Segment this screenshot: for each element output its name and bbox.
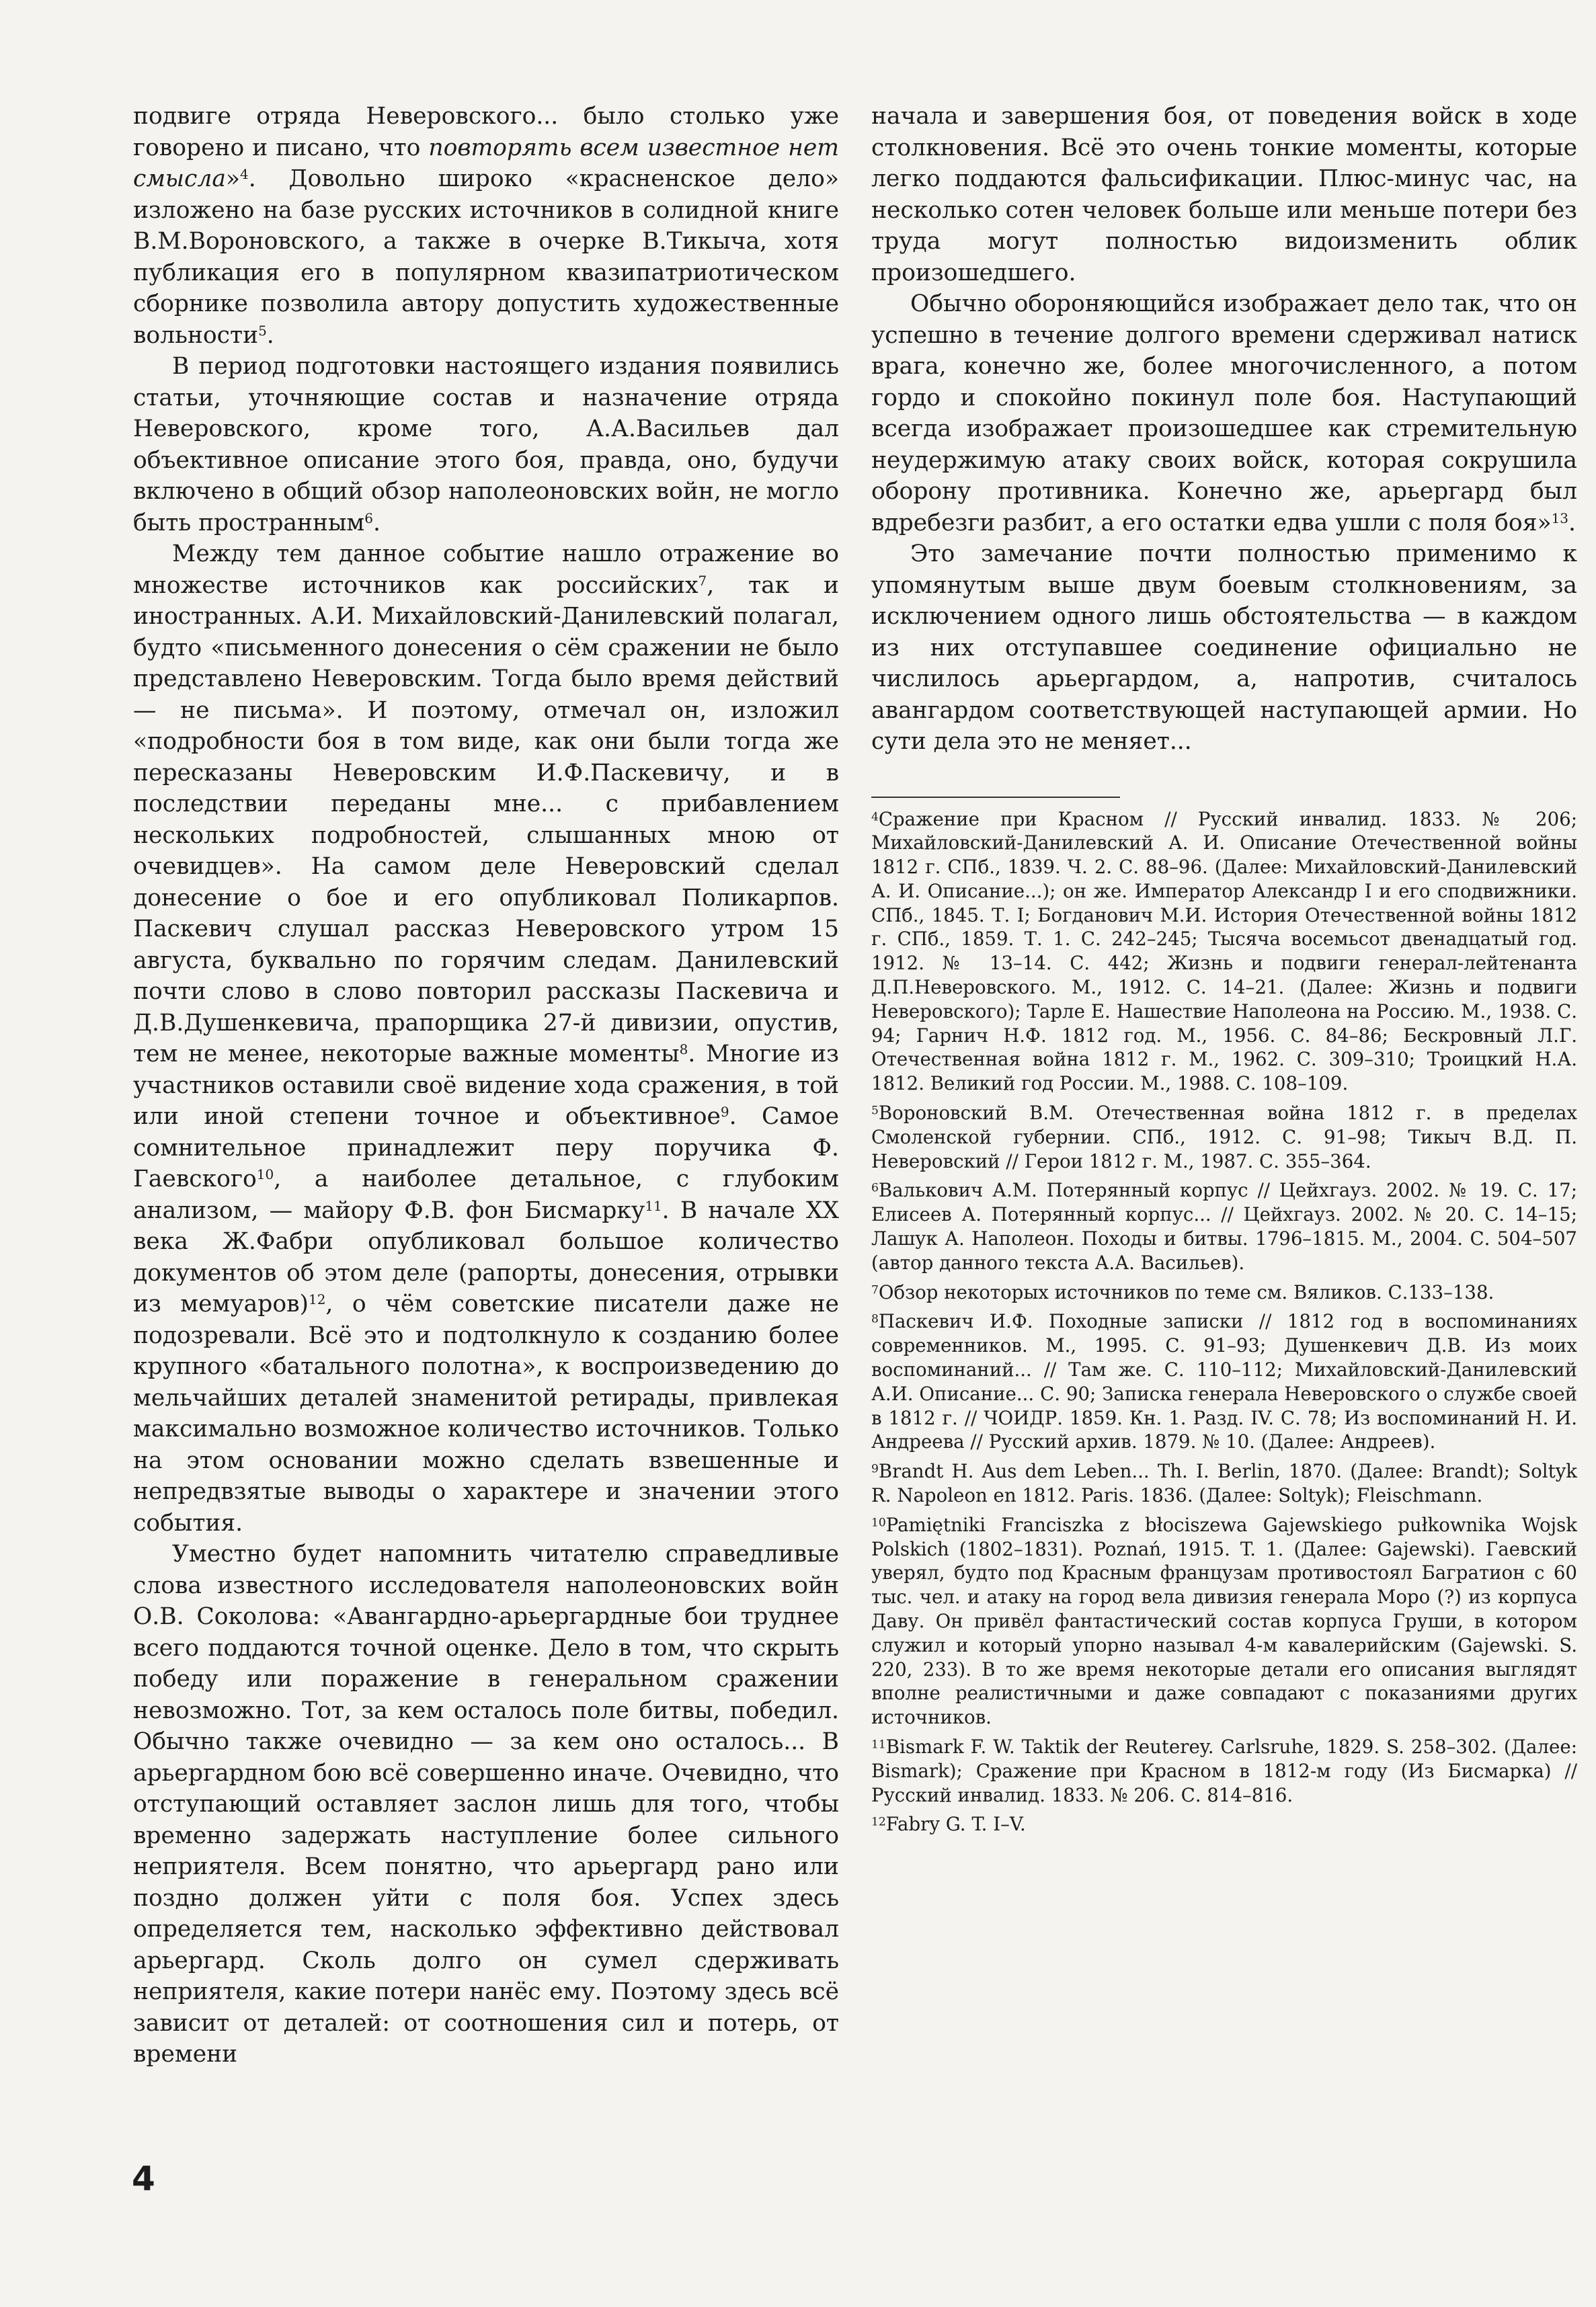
paragraph: начала и завершения боя, от поведения войск в ходе столкновения. Всё это очень тонкие моменты, которые легко поддаются фальсификации. Плюс-минус час, на несколько сотен человек больше или меньше потери без труда могут полностью видоизменить облик произошедшего. bbox=[871, 103, 1577, 286]
footnote: $^7$Обзор некоторых источников по теме см. Вяликов. С.133–138. bbox=[871, 1281, 1494, 1303]
paragraph: Обычно обороняющийся изображает дело так, что он успешно в течение долгого времени сдерживал натиск врага, конечно же, более многочисленного, а потом гордо и спокойно покинул поле боя. Наступающий всегда изображает произошедшее как стремительную неудержимую атаку своих войск, которая сокрушила оборону противника. Конечно же, арьергард был вдребезги разбит, а его остатки едва ушли с поля боя»$^{13}$. bbox=[871, 290, 1577, 536]
footnote-divider bbox=[871, 797, 1120, 798]
footnote-ref[interactable]: 11 bbox=[645, 1197, 662, 1214]
footnote: $^6$Валькович А.М. Потерянный корпус // Цейхгауз. 2002. № 19. С. 17; Елисеев А. Потерянный корпус... // Цейхгауз. 2002. № 20. С. 14–15; Лашук А. Наполеон. Походы и битвы. 1796–1815. М., 2004. С. 504–507 (автор данного текста А.А. Васильев). bbox=[871, 1179, 1577, 1274]
footnote-ref[interactable]: 13 bbox=[1551, 510, 1569, 526]
footnote: $^5$Вороновский В.М. Отечественная война 1812 г. в пределах Смоленской губернии. СПб., 1912. С. 91–98; Тикыч В.Д. П. Неверовский // Герои 1812 г. М., 1987. С. 355–364. bbox=[871, 1102, 1577, 1172]
footnote-ref[interactable]: 7 bbox=[698, 572, 707, 589]
page-number: 4 bbox=[132, 2159, 155, 2198]
left-column bbox=[133, 101, 839, 2070]
paragraph: Это замечание почти полностью применимо к упомянутым выше двум боевым столкновениям, за исключением одного лишь обстоятельства — в каждом из них отступавшее соединение официально не числилось арьергардом, а, напротив, считалось авангардом соответствующей наступающей армии. Но сути дела это не меняет... bbox=[871, 540, 1577, 755]
paragraph: Между тем данное событие нашло отражение во множестве источников как российских$^7$, так и иностранных. А.И. Михайловский-Данилевский полагал, будто «письменного донесения о сём сражении не было представлено Неверовским. Тогда было время действий — не письма». И поэтому, отмечал он, изложил «подробности боя в том виде, как они были тогда же пересказаны Неверовским И.Ф.Паскевичу, и в последствии переданы мне... с прибавлением нескольких подробностей, слышанных мною от очевидцев». На самом деле Неверовский сделал донесение о бое и его опубликовал Поликарпов. Паскевич слушал рассказ Неверовского утром 15 августа, буквально по горячим следам. Данилевский почти слово в слово повторил рассказы Паскевича и Д.В.Душенкевича, прапорщика 27-й дивизии, опустив, тем не менее, некоторые важные моменты$^8$. Многие из участников оставили своё видение хода сражения, в той или иной степени точное и объективное$^9$. Самое сомнительное принадлежит перу поручика Ф. Гаевского$^{10}$, а наиболее детальное, с глубоким анализом, — майору Ф.В. фон Бисмарку$^{11}$. В начале XX века Ж.Фабри опубликовал большое количество документов об этом деле (рапорты, донесения, отрывки из мемуаров)$^{12}$, о чём советские писатели даже не подозревали. Всё это и подтолкнуло к созданию более крупного «батального полотна», к воспроизведению до мельчайших деталей знаменитой ретирады, привлекая максимально возможное количество источников. Только на этом основании можно сделать взвешенные и непредвзятые выводы о характере и значении этого события. bbox=[133, 540, 839, 1537]
paragraph: Уместно будет напомнить читателю справедливые слова известного исследователя наполеоновских войн О.В. Соколова: «Авангардно-арьергардные бои труднее всего поддаются точной оценке. Дело в том, что скрыть победу или поражение в генеральном сражении невозможно. Тот, за кем осталось поле битвы, победил. Обычно также очевидно — за кем оно осталось... В арьергардном бою всё совершенно иначе. Очевидно, что отступающий оставляет заслон лишь для того, чтобы временно задержать наступление более сильного неприятеля. Всем понятно, что арьергард рано или поздно должен уйти с поля боя. Успех здесь определяется тем, насколько эффективно действовал арьергард. Сколь долго он сумел сдерживать неприятеля, какие потери нанёс ему. Поэтому здесь всё зависит от деталей: от соотношения сил и потерь, от времени bbox=[133, 1541, 839, 2068]
footnote: $^4$Сражение при Красном // Русский инвалид. 1833. № 206; Михайловский-Данилевский А. И. Описание Отечественной войны 1812 г. СПб., 1839. Ч. 2. С. 88–96. (Далее: Михайловский-Данилевский А. И. Описание...); он же. Император Александр I и его сподвижники. СПб., 1845. Т. I; Богданович М.И. История Отечественной войны 1812 г. СПб., 1859. Т. 1. С. 242–245; Тысяча восемьсот двенадцатый год. 1912. № 13–14. С. 442; Жизнь и подвиги генерал-лейтенанта Д.П.Неверовского. М., 1912. С. 14–21. (Далее: Жизнь и подвиги Неверовского); Тарле Е. Нашествие Наполеона на Россию. М., 1938. С. 94; Гарнич Н.Ф. 1812 год. М., 1956. С. 84–86; Бескровный Л.Г. Отечественная война 1812 г. М., 1962. С. 309–310; Троицкий Н.А. 1812. Великий год России. М., 1988. С. 108–109. bbox=[871, 807, 1577, 1095]
footnotes bbox=[871, 807, 1577, 1837]
paragraph: подвиге отряда Неверовского... было столько уже говорено и писано, что повторять всем известное нет смысла»$^4$. Довольно широко «красненское дело» изложено на базе русских источников в солидной книге В.М.Вороновского, а также в очерке В.Тикыча, хотя публикация его в популярном квазипатриотическом сборнике позволила автору допустить художественные вольности$^5$. bbox=[133, 103, 839, 349]
footnote-ref[interactable]: 10 bbox=[256, 1166, 274, 1182]
footnote-ref[interactable]: 6 bbox=[364, 510, 373, 526]
footnote: $^{10}$Pamiętniki Franciszka z błociszewa Gajewskiego pułkownika Wojsk Polskich (1802–1831). Poznań, 1915. T. 1. (Далее: Gajewski). Гаевский уверял, будто под Красным французам противостоял Багратион с 60 тыс. чел. и атаку на город вела дивизия генерала Моро (?) из корпуса Даву. Он привёл фантастический состав корпуса Груши, в котором служил и который упорно называл 4-м кавалерийским (Gajewski. S. 220, 233). В то же время некоторые детали его описания выглядят вполне реалистичными и даже совпадают с показаниями других источников. bbox=[871, 1513, 1577, 1729]
footnote-ref[interactable]: 12 bbox=[308, 1291, 326, 1307]
footnote-ref[interactable]: 4 bbox=[240, 166, 249, 182]
footnote-ref[interactable]: 5 bbox=[258, 322, 267, 339]
footnote: $^{11}$Bismark F. W. Taktik der Reuterey. Carlsruhe, 1829. S. 258–302. (Далее: Bismark); Сражение при Красном в 1812-м году (Из Бисмарка) // Русский инвалид. 1833. № 206. С. 814–816. bbox=[871, 1735, 1577, 1806]
footnote-ref[interactable]: 9 bbox=[720, 1104, 729, 1120]
right-column bbox=[871, 101, 1577, 1842]
footnote: $^9$Brandt H. Aus dem Leben... Th. I. Berlin, 1870. (Далее: Brandt); Soltyk R. Napoleon en 1812. Paris. 1836. (Далее: Soltyk); Fleischmann. bbox=[871, 1460, 1577, 1507]
footnote-ref[interactable]: 8 bbox=[679, 1041, 688, 1057]
footnote: $^{12}$Fabry G. T. I–V. bbox=[871, 1813, 1026, 1836]
paragraph: В период подготовки настоящего издания появились статьи, уточняющие состав и назначение отряда Неверовского, кроме того, А.А.Васильев дал объективное описание этого боя, правда, оно, будучи включено в общий обзор наполеоновских войн, не могло быть пространным$^6$. bbox=[133, 353, 839, 536]
footnote: $^8$Паскевич И.Ф. Походные записки // 1812 год в воспоминаниях современников. М., 1995. С. 91–93; Душенкевич Д.В. Из моих воспоминаний... // Там же. С. 110–112; Михайловский-Данилевский А.И. Описание... С. 90; Записка генерала Неверовского о службе своей в 1812 г. // ЧОИДР. 1859. Кн. 1. Разд. IV. С. 78; Из воспоминаний Н. И. Андреева // Русский архив. 1879. № 10. (Далее: Андреев). bbox=[871, 1310, 1577, 1453]
